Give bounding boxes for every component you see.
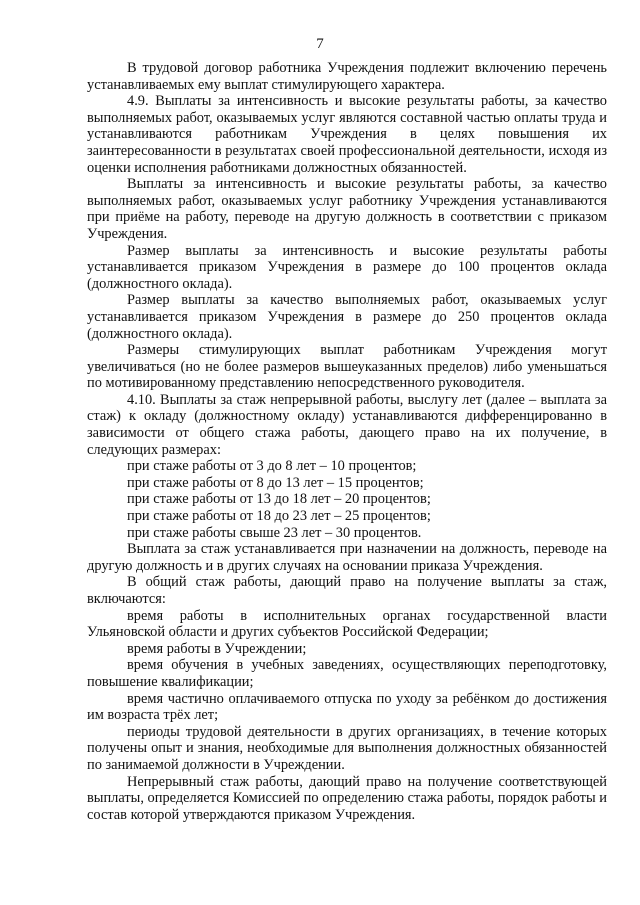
paragraph: время работы в Учреждении; xyxy=(127,640,307,657)
paragraph: время частично оплачиваемого отпуска по уходу за ребёнком до достижения им возраста трёх лет; xyxy=(87,690,607,724)
paragraph: время работы в исполнительных органах государственной власти Ульяновской области и других субъектов Российской Федерации; xyxy=(87,607,607,641)
paragraph: В трудовой договор работника Учреждения подлежит включению перечень устанавливаемых ему выплат стимулирующего характера. xyxy=(87,60,607,93)
paragraph: Размер выплаты за качество выполняемых работ, оказываемых услуг устанавливается приказом Учреждения в размере до 250 процентов оклада (должностного оклада). xyxy=(87,292,607,342)
document-body xyxy=(87,60,607,823)
paragraph: Размер выплаты за интенсивность и высокие результаты работы устанавливается приказом Учреждения в размере до 100 процентов оклада (должностного оклада). xyxy=(87,242,607,292)
list-item: при стаже работы от 3 до 8 лет – 10 процентов; xyxy=(127,458,417,475)
paragraph: Размеры стимулирующих выплат работникам Учреждения могут увеличиваться (но не более размеров вышеуказанных пределов) либо уменьшаться по мотивированному представлению непосредственного руководителя. xyxy=(87,342,607,392)
paragraph: периоды трудовой деятельности в других организациях, в течение которых получены опыт и знания, необходимые для выполнения должностных обязанностей по занимаемой должности в Учреждении. xyxy=(87,723,607,773)
list-item: при стаже работы свыше 23 лет – 30 процентов. xyxy=(127,524,422,541)
list-item: при стаже работы от 13 до 18 лет – 20 процентов; xyxy=(127,491,431,508)
page-number: 7 xyxy=(316,36,324,52)
paragraph: В общий стаж работы, дающий право на получение выплаты за стаж, включаются: xyxy=(87,574,607,607)
paragraph: 4.10. Выплаты за стаж непрерывной работы, выслугу лет (далее – выплата за стаж) к окладу (должностному окладу) устанавливаются дифференцированно в зависимости от общего стажа работы, дающего право на их получение, в следующих размерах: xyxy=(87,391,607,458)
paragraph: Непрерывный стаж работы, дающий право на получение соответствующей выплаты, определяется Комиссией по определению стажа работы, порядок работы и состав которой утверждаются приказом Учреждения. xyxy=(87,773,607,823)
list-item: при стаже работы от 8 до 13 лет – 15 процентов; xyxy=(127,474,424,491)
paragraph: Выплата за стаж устанавливается при назначении на должность, переводе на другую должность и в других случаях на основании приказа Учреждения. xyxy=(87,541,607,574)
paragraph: Выплаты за интенсивность и высокие результаты работы, за качество выполняемых работ, оказываемых услуг работнику Учреждения устанавливаются при приёме на работу, переводе на другую должность в соответствии с приказом Учреждения. xyxy=(87,176,607,242)
paragraph: 4.9. Выплаты за интенсивность и высокие результаты работы, за качество выполняемых работ, оказываемых услуг являются составной частью оплаты труда и устанавливаются работникам Учреждения в целях повышения их заинтересованности в результатах своей профессиональной деятельности, исходя из оценки исполнения работниками должностных обязанностей. xyxy=(87,93,607,176)
paragraph: время обучения в учебных заведениях, осуществляющих переподготовку, повышение квалификации; xyxy=(87,657,607,690)
list-item: при стаже работы от 18 до 23 лет – 25 процентов; xyxy=(127,508,431,525)
